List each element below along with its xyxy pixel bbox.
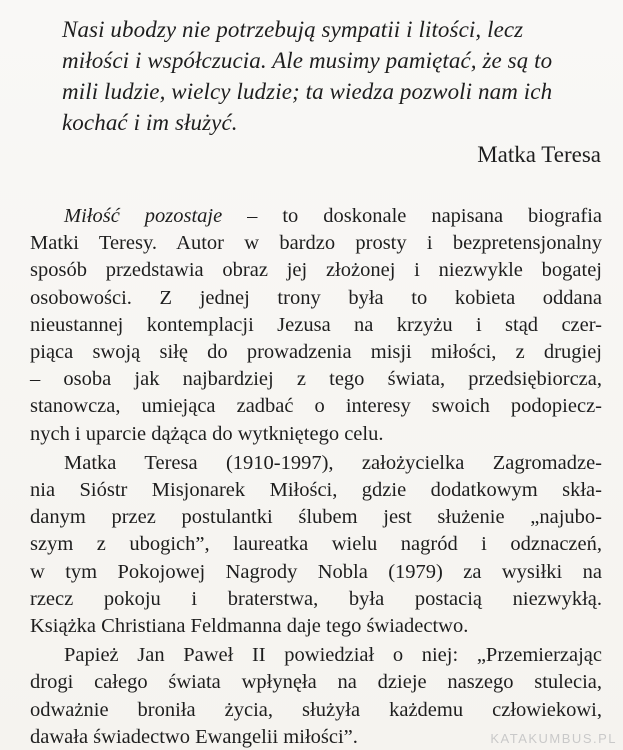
paragraph-line: w tym Pokojowej Nagrody Nobla (1979) za wysiłki na bbox=[30, 560, 602, 583]
paragraph-line: szym z ubogich”, laureatka wielu nagród i odznaczeń, bbox=[30, 533, 602, 556]
paragraph-line: Matka Teresa (1910-1997), założycielka Zagromadze- bbox=[64, 451, 602, 474]
paragraph-line: Matki Teresy. Autor w bardzo prosty i bezpretensjonalny bbox=[30, 232, 602, 255]
paragraph-line: Papież Jan Paweł II powiedział o niej: „Przemierzając bbox=[64, 644, 602, 667]
site-watermark: KATAKUMBUS.PL bbox=[490, 731, 617, 746]
line-text: – to doskonale napisana biografia bbox=[222, 205, 602, 227]
paragraph-line: rzecz pokoju i braterstwa, była postacią niezwykłą. bbox=[30, 587, 602, 610]
paragraph-line: osobowości. Z jednej trony była to kobieta oddana bbox=[30, 286, 602, 309]
paragraph-line: – osoba jak najbardziej z tego świata, przedsiębiorcza, bbox=[30, 368, 602, 391]
paragraph-line: odważnie broniła życia, służyła każdemu człowiekowi, bbox=[30, 698, 602, 721]
paragraph-line: piąca swoją siłę do prowadzenia misji miłości, z drugiej bbox=[30, 341, 602, 364]
book-description bbox=[30, 203, 602, 750]
quote-line: Nasi ubodzy nie potrzebują sympatii i litości, lecz bbox=[62, 17, 524, 42]
paragraph-line: drogi całego świata wpłynęła na dzieje naszego stulecia, bbox=[30, 671, 602, 694]
paragraph-line: Książka Christiana Feldmanna daje tego świadectwo. bbox=[30, 615, 469, 638]
book-title: Miłość pozostaje bbox=[64, 205, 223, 227]
paragraph-line: danym przez postulantki ślubem jest służenie „najubo- bbox=[30, 506, 602, 529]
paragraph-line: nieustannej kontemplacji Jezusa na krzyżu i stąd czer- bbox=[30, 313, 602, 336]
paragraph-line bbox=[30, 203, 602, 230]
quote-author: Matka Teresa bbox=[477, 142, 601, 167]
quote-line: miłości i współczucia. Ale musimy pamiętać, że są to bbox=[62, 48, 553, 73]
paragraph-line: stanowcza, umiejąca zadbać o interesy swoich podopiecz- bbox=[30, 395, 602, 418]
paragraph-line: dawała świadectwo Ewangelii miłości”. bbox=[30, 725, 358, 748]
paragraph-line: nych i uparcie dążąca do wytkniętego celu. bbox=[30, 422, 384, 445]
quote-line: mili ludzie, wielcy ludzie; ta wiedza pozwoli nam ich bbox=[62, 79, 553, 104]
paragraph-line: sposób przedstawia obraz jej złożonej i niezwykle bogatej bbox=[30, 259, 602, 282]
quote-line: kochać i im służyć. bbox=[62, 110, 238, 135]
epigraph-quote bbox=[62, 14, 612, 138]
paragraph-line: nia Sióstr Misjonarek Miłości, gdzie dodatkowym skła- bbox=[30, 479, 602, 502]
